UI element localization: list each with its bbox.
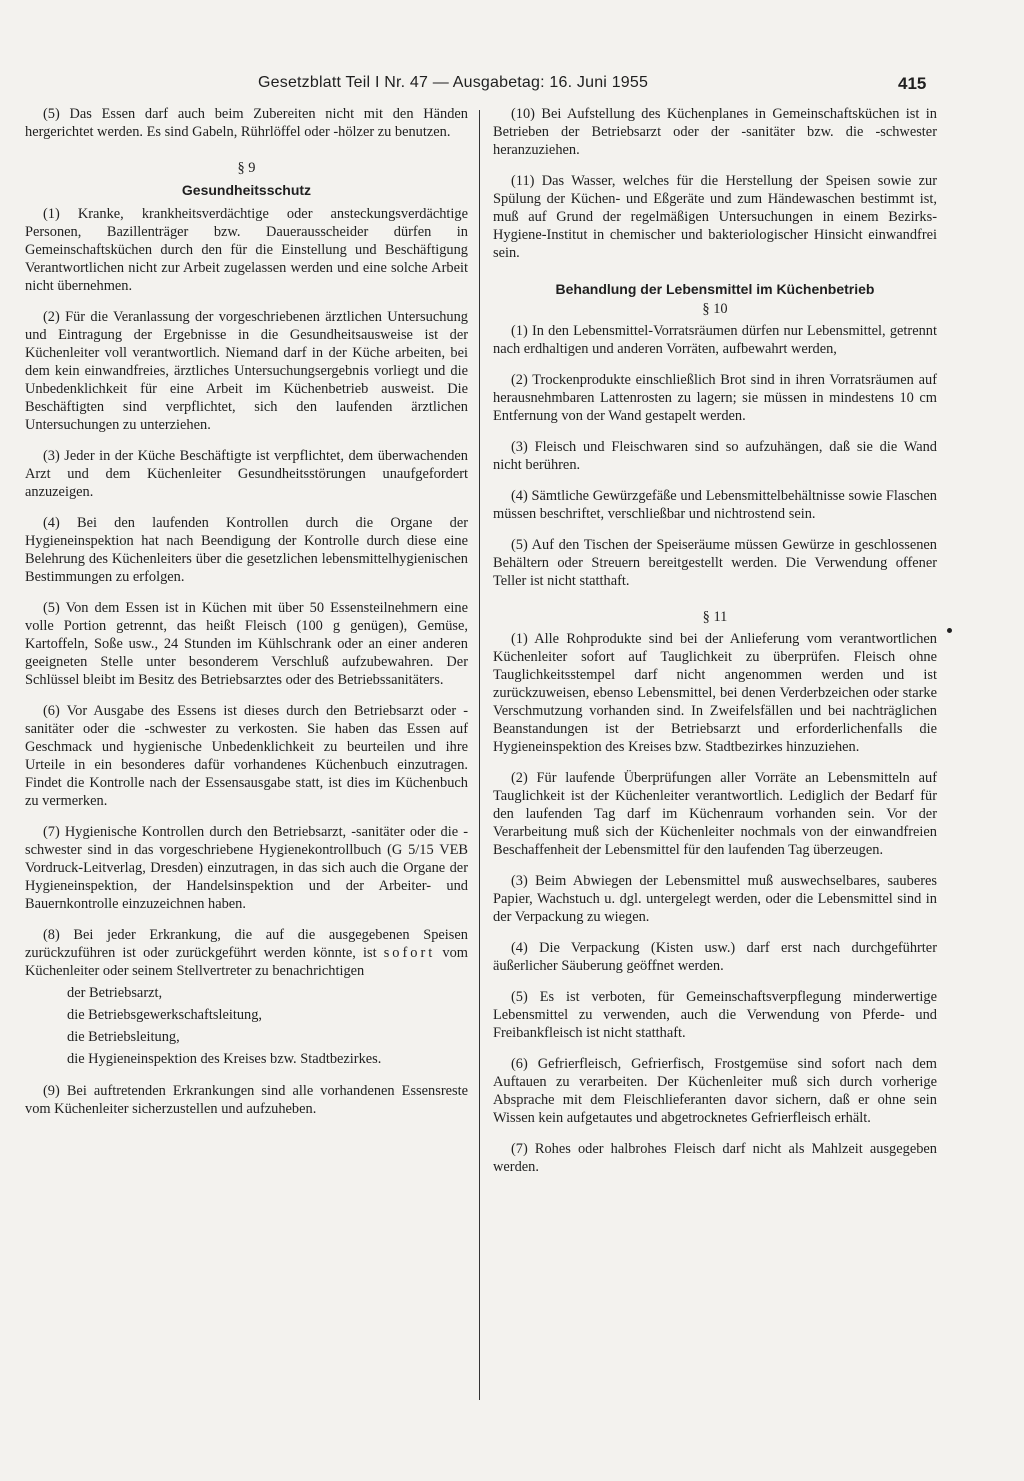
paragraph: (6) Vor Ausgabe des Essens ist dieses durch den Betriebsarzt oder -sanitäter oder die -schwester zu verkosten. Sie haben das Essen auf Geschmack und hygienische Unbedenklichkeit zu beurteilen und ihre Urteile in ein besonderes dafür vorhandenes Küchenbuch einzutragen. Findet die Kontrolle nach der Essensausgabe statt, ist dies im Küchenbuch zu vermerken. — [25, 703, 468, 809]
chapter-title: Behandlung der Lebensmittel im Küchenbetrieb — [555, 281, 875, 297]
paragraph: (11) Das Wasser, welches für die Herstellung der Speisen sowie zur Spülung der Küchen- und Eßgeräte und zum Händewaschen bestimmt ist, muß auf Grund der regelmäßigen Untersuchungen in einem Bezirks-Hygiene-Institut in chemischer und bakteriologischer Hinsicht einwandfrei sein. — [493, 173, 937, 261]
paragraph: (5) Von dem Essen ist in Küchen mit über 50 Essensteilnehmern eine volle Portion getrennt, das heißt Fleisch (100 g genügen), Gemüse, Kartoffeln, Soße usw., 24 Stunden im Kühlschrank oder an einer anderen geeigneten Stelle unter besonderem Verschluß aufzubewahren. Der Schlüssel bleibt im Besitz des Betriebsarztes oder des Betriebssanitäters. — [25, 600, 468, 688]
paragraph: (4) Sämtliche Gewürzgefäße und Lebensmittelbehältnisse sowie Flaschen müssen beschriftet, verschließbar und nichtrostend sein. — [493, 488, 937, 522]
right-column — [493, 105, 937, 1189]
paragraph: (2) Trockenprodukte einschließlich Brot sind in ihren Vorratsräumen auf herausnehmbaren Lattenrosten zu lagern; sie müssen in mindestens 10 cm Entfernung von der Wand gestapelt werden. — [493, 372, 937, 424]
paragraph: (3) Fleisch und Fleischwaren sind so aufzuhängen, daß sie die Wand nicht berühren. — [493, 439, 937, 473]
paragraph: (5) Das Essen darf auch beim Zubereiten nicht mit den Händen hergerichtet werden. Es sind Gabeln, Rührlöffel oder -hölzer zu benutzen. — [25, 106, 468, 140]
list-item: die Betriebsgewerkschaftsleitung, — [67, 1007, 263, 1023]
section-title: Gesundheitsschutz — [181, 182, 312, 198]
paragraph: (2) Für die Veranlassung der vorgeschriebenen ärztlichen Untersuchung und Eintragung der Ergebnisse in die Gesundheitsausweise ist der Küchenleiter voll verantwortlich. Niemand darf in der Küche arbeiten, bei dem kein einwandfreies, ärztliches Untersuchungsergebnis vorliegt und die Unbedenklichkeit für eine Arbeit im Küchenbetrieb ausweist. Die Beschäftigten sind verpflichtet, sich den laufenden ärztlichen Untersuchungen zu unterziehen. — [25, 309, 468, 433]
paragraph: (3) Beim Abwiegen der Lebensmittel muß auswechselbares, sauberes Papier, Wachstuch u. dgl. untergelegt werden, oder die Lebensmittel sind in der Verpackung zu wiegen. — [493, 873, 937, 925]
emphasis-text: sofort — [383, 945, 436, 961]
section-number: § 10 — [702, 301, 728, 317]
paragraph-text: (8) Bei jeder Erkrankung, die auf die ausgegebenen Speisen zurückzuführen ist oder zurückgeführt werden könnte, ist — [25, 927, 468, 961]
left-column — [25, 105, 468, 1131]
paragraph: (5) Es ist verboten, für Gemeinschaftsverpflegung minderwertige Lebensmittel zu verwenden, auch die Verwendung von Pferde- und Freibankfleisch ist nicht statthaft. — [493, 989, 937, 1041]
column-divider — [479, 110, 480, 1400]
list-item: die Hygieneinspektion des Kreises bzw. Stadtbezirkes. — [67, 1051, 382, 1067]
paragraph: (1) In den Lebensmittel-Vorratsräumen dürfen nur Lebensmittel, getrennt nach erdhaltigen und anderen Vorräten, aufbewahrt werden, — [493, 323, 937, 357]
paragraph: (4) Bei den laufenden Kontrollen durch die Organe der Hygieneinspektion hat nach Beendigung der Kontrolle durch diese eine Belehrung des Küchenleiters über die gesetzlichen lebensmittelhygienischen Bestimmungen zu erfolgen. — [25, 515, 468, 585]
paragraph: (3) Jeder in der Küche Beschäftigte ist verpflichtet, dem überwachenden Arzt und dem Küchenleiter Gesundheitsstörungen unaufgefordert anzuzeigen. — [25, 448, 468, 500]
paragraph — [25, 926, 468, 980]
gazette-title: Gesetzblatt Teil I Nr. 47 — Ausgabetag: 16. Juni 1955 — [258, 74, 649, 91]
page-header — [0, 74, 1024, 104]
paragraph: (2) Für laufende Überprüfungen aller Vorräte an Lebensmitteln auf Tauglichkeit ist der Küchenleiter verantwortlich. Lediglich der Bedarf für den laufenden Tag darf im Küchenraum vorhanden sein. Vor der Verarbeitung muß sich der Küchenleiter nochmals von der einwandfreien Beschaffenheit der Lebensmittel für den laufenden Tag überzeugen. — [493, 770, 937, 858]
list-item: die Betriebsleitung, — [67, 1029, 180, 1045]
paragraph: (9) Bei auftretenden Erkrankungen sind alle vorhandenen Essensreste vom Küchenleiter sicherzustellen und aufzuheben. — [25, 1083, 468, 1117]
paragraph: (1) Alle Rohprodukte sind bei der Anlieferung vom verantwortlichen Küchenleiter sofort auf Tauglichkeit zu überprüfen. Fleisch ohne Tauglichkeitsstempel darf nicht angenommen werden und ist zurückzuweisen, ebenso Lebensmittel, bei denen Verderbzeichen oder starke Verschmutzung vorhanden sind. In Zweifelsfällen und bei nachträglichen Beanstandungen ist der Betriebsarzt und erforderlichenfalls die Hygieneinspektion des Kreises bzw. Stadtbezirkes hinzuziehen. — [493, 631, 937, 755]
section-number: § 9 — [237, 160, 256, 176]
section-number: § 11 — [702, 609, 728, 625]
paragraph: (4) Die Verpackung (Kisten usw.) darf erst nach durchgeführter äußerlicher Säuberung geöffnet werden. — [493, 940, 937, 974]
paragraph: (5) Auf den Tischen der Speiseräume müssen Gewürze in geschlossenen Behältern oder Streuern bereitgestellt werden. Die Verwendung offener Teller ist nicht statthaft. — [493, 537, 937, 589]
ink-dot — [947, 628, 952, 633]
paragraph: (1) Kranke, krankheitsverdächtige oder ansteckungsverdächtige Personen, Bazillenträger bzw. Dauerausscheider dürfen in Gemeinschaftsküchen durch den für die Einstellung und Beschäftigung Verantwortlichen nicht zur Arbeit zugelassen werden und eine solche Arbeit nicht übernehmen. — [25, 206, 468, 294]
list-item: der Betriebsarzt, — [67, 985, 163, 1001]
recipient-list — [67, 984, 468, 1068]
paragraph: (10) Bei Aufstellung des Küchenplanes in Gemeinschaftsküchen ist in Betrieben der Betriebsarzt oder der -sanitäter bzw. die -schwester heranzuziehen. — [493, 106, 937, 158]
paragraph: (7) Rohes oder halbrohes Fleisch darf nicht als Mahlzeit ausgegeben werden. — [493, 1141, 937, 1175]
page-number: 415 — [898, 74, 927, 93]
paragraph-text: vom Küchenleiter oder seinem Stellvertreter zu benachrichtigen — [25, 945, 468, 979]
paragraph: (7) Hygienische Kontrollen durch den Betriebsarzt, -sanitäter oder die -schwester sind in das vorgeschriebene Hygienekontrollbuch (G 5/15 VEB Vordruck-Leitverlag, Dresden) einzutragen, in das sich auch die Organe der Hygieneinspektion, der Handelsinspektion und der Arbeiter- und Bauernkontrolle einzuzeichnen haben. — [25, 824, 468, 912]
paragraph: (6) Gefrierfleisch, Gefrierfisch, Frostgemüse sind sofort nach dem Auftauen zu verarbeiten. Der Küchenleiter muß sich durch vorherige Absprache mit dem Fleischlieferanten davor sichern, daß er ohne sein Wissen kein aufgetautes und abgetrocknetes Gefrierfleisch erhält. — [493, 1056, 937, 1126]
